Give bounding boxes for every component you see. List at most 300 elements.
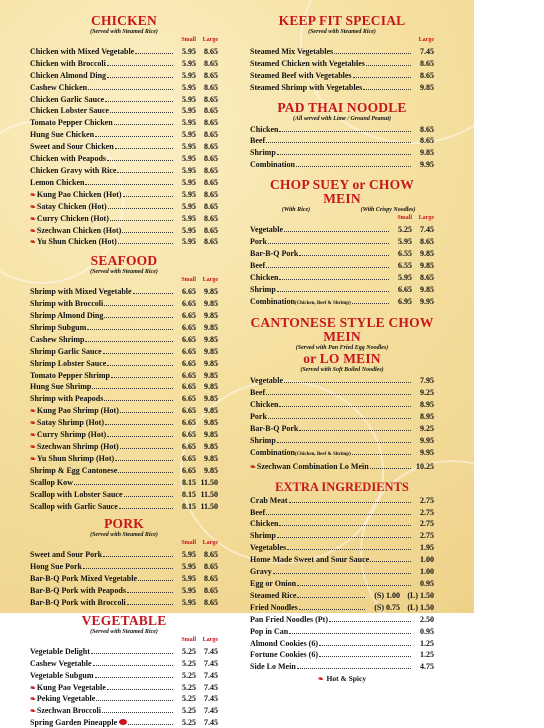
item-price: 9.95	[420, 160, 434, 170]
chili-pepper-icon: ❧	[250, 462, 256, 471]
menu-section	[250, 316, 434, 471]
item-name: Cashew Shrimp	[30, 334, 85, 344]
menu-item	[30, 224, 218, 236]
item-price: 5.95	[182, 106, 196, 116]
dot-leader	[104, 309, 173, 318]
dot-leader	[266, 134, 411, 143]
item-price: 8.65	[204, 154, 218, 164]
menu-item	[30, 81, 218, 93]
item-name: Szechwan Shrimp (Hot)	[36, 442, 119, 451]
item-price: 9.85	[204, 442, 218, 451]
menu-item	[30, 69, 218, 81]
dot-leader	[108, 200, 173, 209]
item-price: 7.45	[420, 46, 434, 56]
item-price: 6.65	[182, 334, 196, 344]
item-price: 8.65	[204, 82, 218, 92]
menu-item	[250, 134, 434, 146]
menu-item	[250, 374, 434, 386]
item-name: Beef	[250, 136, 266, 146]
item-name: Chicken Lobster Sauce	[30, 106, 109, 116]
item-price: 5.95	[182, 154, 196, 164]
menu-item	[30, 392, 218, 404]
item-name: Szechwan Broccoli	[36, 706, 101, 716]
section-title: SEAFOOD	[90, 253, 158, 269]
item-name: Vegetable	[250, 225, 284, 235]
item-name: Bar-B-Q Pork	[250, 248, 299, 258]
item-price: 9.25	[420, 388, 434, 398]
item-price: 7.95	[420, 376, 434, 386]
item-name: Satay Shrimp (Hot)	[36, 418, 104, 428]
item-price: 9.85	[420, 148, 434, 158]
menu-item	[250, 565, 434, 577]
item-price: 9.25	[420, 424, 434, 434]
menu-item	[30, 188, 218, 200]
item-price: 8.65	[204, 562, 218, 572]
item-price: 11.50	[200, 477, 218, 487]
item-price: 6.65	[182, 430, 196, 440]
dot-leader	[123, 188, 173, 197]
dot-leader	[289, 625, 411, 634]
dot-leader	[279, 398, 411, 407]
dot-leader	[370, 460, 411, 469]
dot-leader	[102, 704, 173, 713]
dot-leader	[266, 506, 411, 515]
item-name: Satay Chicken (Hot)	[36, 201, 107, 211]
section-title: EXTRA INGREDIENTS	[275, 479, 409, 494]
dot-leader	[114, 116, 173, 125]
item-price: 8.65	[204, 213, 218, 223]
dot-leader	[268, 235, 389, 244]
menu-item	[30, 476, 218, 488]
item-price: 8.65	[204, 58, 218, 68]
item-price: 6.65	[182, 465, 196, 475]
item-price: 9.85	[420, 82, 434, 92]
item-price: 5.95	[398, 272, 412, 282]
item-name: Beef	[250, 388, 266, 398]
menu-item	[250, 589, 434, 601]
menu-item	[30, 488, 218, 500]
section-subtitle: (Served with Steamed Rice)	[90, 532, 158, 539]
item-name: Spring Garden Pineapple	[30, 718, 118, 728]
item-price: 8.65	[204, 189, 218, 199]
menu-item	[30, 716, 218, 728]
item-name: Shrimp Lobster Sauce	[30, 358, 107, 368]
menu-item	[30, 285, 218, 297]
item-price: 10.25	[416, 461, 434, 471]
item-price: 8.65	[204, 225, 218, 235]
menu-item	[250, 637, 434, 649]
chili-pepper-icon: ❧	[30, 683, 36, 692]
section-subtitles	[250, 206, 434, 214]
item-price: 5.95	[182, 201, 196, 211]
item-name: Bar-B-Q Pork with Peapods	[30, 586, 126, 596]
item-price: 9.85	[204, 465, 218, 475]
item-price: (S) 1.00	[374, 590, 400, 600]
item-price: 7.45	[204, 646, 218, 656]
price-header: Small	[181, 277, 196, 284]
dot-leader	[107, 357, 173, 366]
dot-leader	[334, 45, 411, 54]
section-title: CHOP SUEY or CHOW MEIN	[269, 177, 415, 207]
item-price: 1.95	[420, 543, 434, 553]
chili-pepper-icon: ❧	[30, 695, 36, 704]
item-price: 8.65	[204, 201, 218, 211]
item-name: Chicken Gravy with Rice	[30, 165, 117, 175]
item-name: Pork	[250, 412, 267, 422]
item-name: Combination	[250, 447, 295, 457]
item-name: Chicken	[250, 400, 279, 410]
menu-item	[30, 464, 218, 476]
item-price: (S) 0.75	[374, 602, 400, 612]
menu-item	[250, 517, 434, 529]
menu-item	[250, 259, 434, 271]
item-price: 8.65	[204, 597, 218, 607]
item-name: Curry Chicken (Hot)	[36, 213, 109, 223]
menu-item	[30, 93, 218, 105]
item-name: Cashew Vegetable	[30, 658, 92, 668]
menu-item	[30, 548, 218, 560]
item-price: 8.65	[420, 236, 434, 246]
item-price: 0.95	[420, 626, 434, 636]
chili-pepper-icon: ❧	[30, 707, 36, 716]
chili-pepper-icon: ❧	[30, 443, 36, 451]
menu-item	[250, 45, 434, 57]
item-price: 9.85	[204, 299, 218, 309]
item-name: Hung Sue Shrimp	[30, 382, 92, 392]
item-price: 9.85	[204, 358, 218, 368]
item-name: Pop in Can	[250, 626, 289, 636]
menu-item	[30, 333, 218, 345]
item-price: 6.55	[398, 260, 412, 270]
dot-leader	[128, 716, 173, 725]
dot-leader	[115, 140, 173, 149]
menu-item	[250, 247, 434, 259]
item-name: Sweet and Sour Chicken	[30, 142, 114, 152]
dot-leader	[319, 637, 411, 646]
section-title: or LO MEIN	[303, 351, 381, 367]
item-name: Gravy	[250, 567, 272, 577]
item-name: Steamed Mix Vegetables	[250, 46, 334, 56]
menu-item	[250, 460, 434, 472]
menu-item	[30, 345, 218, 357]
dot-leader	[279, 123, 411, 132]
item-name: Cashew Chicken	[30, 82, 88, 92]
menu-item	[250, 386, 434, 398]
menu-item	[30, 692, 218, 704]
chili-pepper-icon: ❧	[30, 226, 36, 235]
item-name: Kung Pao Vegetable	[36, 682, 106, 692]
menu-item	[30, 681, 218, 693]
price-header: Small	[181, 636, 196, 643]
item-price: 8.65	[204, 46, 218, 56]
menu-item	[250, 648, 434, 660]
price-header-row	[250, 36, 434, 45]
dot-leader	[104, 392, 173, 401]
dot-leader	[297, 577, 411, 586]
item-price: 6.65	[182, 453, 196, 463]
menu-item	[250, 625, 434, 637]
item-name: Steamed Beef with Vegetables	[250, 70, 352, 80]
item-name: Crab Meat	[250, 495, 288, 505]
item-price: 11.50	[200, 489, 218, 499]
item-price: 7.45	[204, 706, 218, 716]
item-price: 2.75	[420, 495, 434, 505]
item-price: 9.85	[420, 260, 434, 270]
item-name: Bar-B-Q Pork	[250, 424, 299, 434]
dot-leader	[299, 247, 389, 256]
menu-item	[250, 57, 434, 69]
item-name: Chicken with Mixed Vegetable	[30, 46, 135, 56]
item-price: 8.95	[420, 412, 434, 422]
menu-item	[250, 529, 434, 541]
item-name: Fortune Cookies (6)	[250, 650, 318, 660]
dot-leader	[110, 212, 173, 221]
item-name: Shrimp with Broccoli	[30, 299, 104, 309]
dot-leader	[279, 517, 411, 526]
menu-item	[30, 176, 218, 188]
item-price: 9.85	[204, 311, 218, 321]
item-price: 6.55	[398, 248, 412, 258]
dot-leader	[268, 410, 411, 419]
item-name: Szechwan Chicken (Hot)	[36, 225, 122, 235]
dot-leader	[133, 285, 173, 294]
item-name: Vegetable Subgum	[30, 670, 94, 680]
item-name: Shrimp	[250, 148, 276, 158]
dot-leader	[297, 589, 365, 598]
item-name: Chicken	[250, 124, 279, 134]
menu-item	[250, 541, 434, 553]
item-name: Beef	[250, 507, 266, 517]
item-price: 5.25	[398, 225, 412, 235]
section-title: CANTONESE STYLE CHOW MEIN	[250, 315, 434, 345]
menu-item	[250, 410, 434, 422]
item-price: 9.85	[204, 370, 218, 380]
menu-item	[30, 572, 218, 584]
item-name: Shrimp Almond Ding	[30, 311, 104, 321]
price-header-row	[250, 214, 434, 223]
item-price: 8.65	[420, 136, 434, 146]
item-name: Shrimp	[250, 531, 276, 541]
item-price: 5.95	[182, 237, 196, 247]
dot-leader	[103, 345, 173, 354]
item-price: 1.00	[420, 555, 434, 565]
menu-item	[30, 200, 218, 212]
item-name: Vegetable Delight	[30, 646, 90, 656]
right-column	[250, 14, 434, 683]
dot-leader	[107, 57, 173, 66]
item-name: Chicken Almond Ding	[30, 70, 107, 80]
left-column	[30, 14, 218, 728]
chili-pepper-icon: ❧	[30, 419, 36, 428]
item-price: 5.95	[182, 177, 196, 187]
item-price: 8.65	[204, 550, 218, 560]
item-name: Vegetables	[250, 543, 287, 553]
pineapple-icon	[119, 719, 127, 725]
item-price: 8.65	[420, 124, 434, 134]
item-price: 5.95	[182, 562, 196, 572]
dot-leader	[95, 669, 174, 678]
dot-leader	[119, 500, 173, 509]
menu-item	[250, 123, 434, 135]
item-price: 2.75	[420, 519, 434, 529]
hot-spicy-legend	[250, 674, 434, 683]
dot-leader	[118, 235, 173, 244]
dot-leader	[273, 565, 411, 574]
chili-pepper-icon: ❧	[30, 407, 36, 416]
dot-leader	[83, 560, 173, 569]
dot-leader	[117, 164, 173, 173]
item-price: 1.25	[420, 638, 434, 648]
item-price: 7.45	[204, 682, 218, 692]
item-name: Shrimp	[250, 435, 276, 445]
item-price: 5.95	[182, 94, 196, 104]
menu-item	[30, 500, 218, 512]
item-price: 6.65	[182, 406, 196, 416]
item-price: 6.65	[182, 418, 196, 428]
dot-leader	[91, 645, 173, 654]
item-price: 8.65	[204, 118, 218, 128]
item-price: 8.65	[204, 70, 218, 80]
item-price: 5.95	[182, 130, 196, 140]
item-name: Chicken	[250, 519, 279, 529]
dot-leader	[85, 333, 173, 342]
item-name: Sweet and Sour Pork	[30, 550, 103, 560]
item-price: 5.25	[182, 670, 196, 680]
dot-leader	[289, 494, 411, 503]
dot-leader	[277, 146, 411, 155]
item-price: 9.95	[420, 296, 434, 306]
chili-pepper-icon: ❧	[30, 190, 36, 199]
item-name: Home Made Sweet and Sour Sauce	[250, 555, 370, 565]
menu-section	[250, 101, 434, 171]
dot-leader	[124, 488, 173, 497]
chili-pepper-icon: ❧	[30, 431, 36, 440]
item-price: 5.95	[182, 142, 196, 152]
item-price: 5.25	[182, 718, 196, 728]
item-price: 6.65	[182, 358, 196, 368]
menu-item	[250, 660, 434, 672]
section-subtitle: (Served with Steamed Rice)	[308, 29, 376, 35]
menu-item	[30, 116, 218, 128]
item-name: Steamed Shrimp with Vegetables	[250, 82, 363, 92]
item-name: Scallop with Garlic Sauce	[30, 501, 118, 511]
section-title: VEGETABLE	[81, 612, 167, 628]
menu-section	[250, 14, 434, 93]
menu-section	[250, 480, 434, 673]
menu-item	[250, 398, 434, 410]
chili-pepper-icon: ❧	[30, 214, 36, 223]
item-name: Chicken Garlic Sauce	[30, 94, 105, 104]
item-price: 8.65	[204, 130, 218, 140]
item-price: 9.85	[204, 322, 218, 332]
item-name: Fried Noodles	[250, 602, 298, 612]
dot-leader	[122, 224, 173, 233]
menu-item	[250, 271, 434, 283]
menu-item	[30, 57, 218, 69]
item-price: 6.65	[182, 394, 196, 404]
item-price: 6.65	[182, 346, 196, 356]
item-name: Beef	[250, 260, 266, 270]
menu-item	[30, 440, 218, 452]
item-price: 6.95	[398, 296, 412, 306]
item-price: 1.25	[420, 650, 434, 660]
dot-leader	[87, 321, 173, 330]
item-price: 9.85	[204, 394, 218, 404]
menu-item	[30, 560, 218, 572]
item-name: Bar-B-Q Pork with Broccoli	[30, 597, 126, 607]
item-price: 5.95	[398, 236, 412, 246]
item-price: 7.45	[204, 658, 218, 668]
dot-leader	[115, 452, 173, 461]
menu-item	[250, 446, 434, 460]
menu-item	[30, 309, 218, 321]
price-header-row	[30, 36, 218, 45]
price-header: Large	[202, 636, 218, 643]
item-name: Pan Fried Noodles (Pt)	[250, 614, 328, 624]
dot-leader	[266, 386, 411, 395]
item-name: Curry Shrimp (Hot)	[36, 430, 107, 440]
dot-leader	[370, 553, 411, 562]
menu-item	[30, 45, 218, 57]
item-name: Egg or Onion	[250, 579, 297, 588]
item-price: 5.95	[182, 70, 196, 80]
item-price: 5.95	[182, 213, 196, 223]
dot-leader	[127, 584, 173, 593]
item-price: 7.45	[420, 225, 434, 235]
dot-leader	[296, 158, 411, 167]
item-price: 8.65	[204, 237, 218, 247]
dot-leader	[127, 596, 173, 605]
dot-leader	[74, 476, 173, 485]
item-price: 5.25	[182, 682, 196, 692]
item-price: 5.95	[182, 165, 196, 175]
menu-item	[250, 577, 434, 589]
item-name: Steamed Chicken with Vegetables	[250, 58, 365, 68]
section-title: PORK	[104, 516, 144, 532]
menu-item	[30, 584, 218, 596]
dot-leader	[95, 128, 173, 137]
dot-leader	[363, 81, 411, 90]
item-name: Steamed Rice	[250, 590, 297, 600]
item-price: (L) 1.50	[407, 602, 434, 612]
item-price: 2.50	[420, 614, 434, 624]
item-price: 8.15	[182, 477, 196, 487]
menu-section	[250, 178, 434, 308]
item-name: Peking Vegetable	[36, 694, 96, 704]
item-price: 9.95	[420, 447, 434, 457]
dot-leader	[277, 529, 411, 538]
section-subtitle: (With Crispy Noodles)	[360, 207, 416, 214]
menu-item	[30, 596, 218, 608]
menu-item	[250, 283, 434, 295]
menu-item	[30, 369, 218, 381]
menu-section	[30, 614, 218, 728]
item-price: (L) 1.50	[407, 590, 434, 600]
item-price: 9.85	[420, 284, 434, 294]
item-note: (Chicken, Beef & Shrimp)	[294, 451, 351, 457]
item-name: Chicken with Broccoli	[30, 58, 106, 68]
dot-leader	[104, 297, 173, 306]
dot-leader	[329, 613, 411, 622]
item-price: 8.65	[420, 70, 434, 80]
dot-leader	[135, 45, 173, 54]
dot-leader	[107, 428, 173, 437]
item-price: 8.65	[204, 574, 218, 584]
item-name: Combination	[250, 160, 295, 170]
dot-leader	[118, 464, 173, 473]
dot-leader	[297, 660, 411, 669]
section-subtitle: (Served with Steamed Rice)	[90, 29, 158, 35]
